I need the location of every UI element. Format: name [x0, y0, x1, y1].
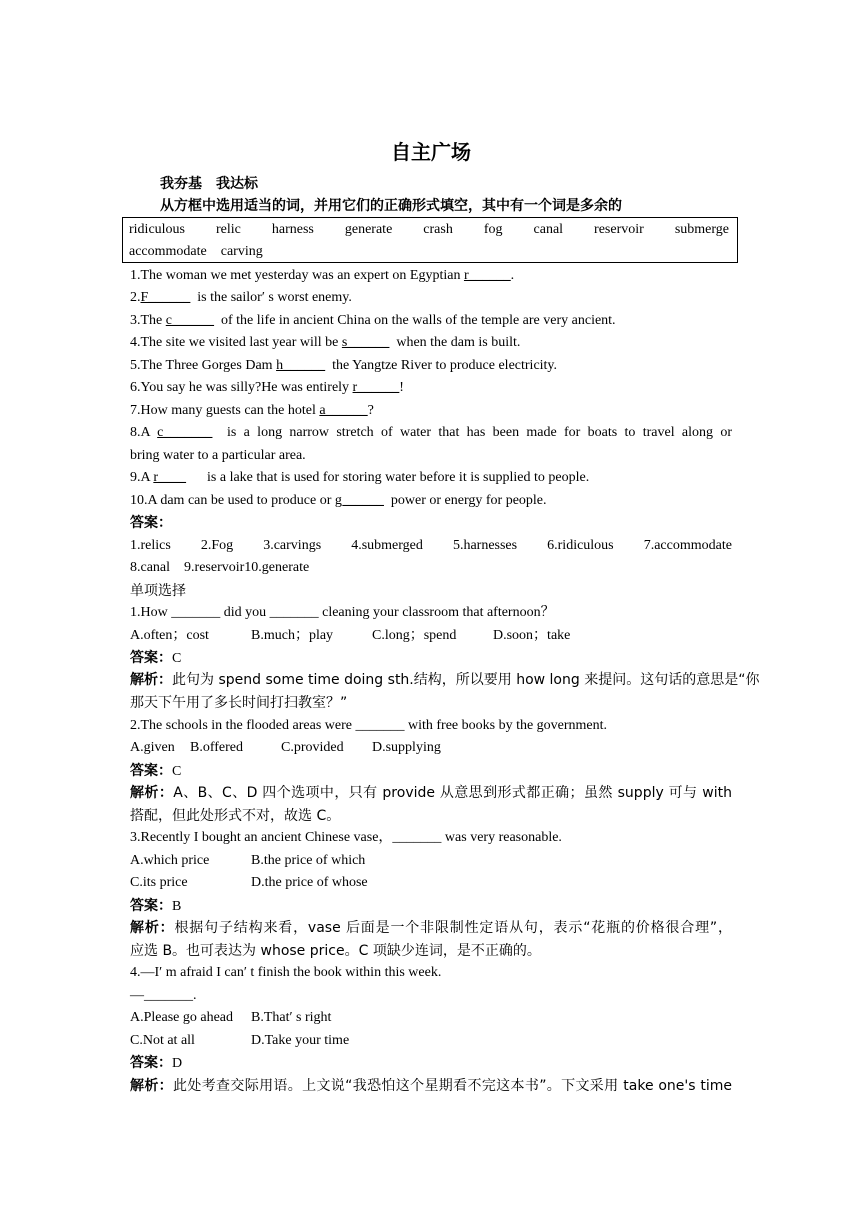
answer-item: 6.ridiculous — [547, 538, 614, 553]
option: B.That′ s right — [251, 1010, 332, 1025]
question-1-answer: 答案：C — [130, 650, 182, 666]
option: C.Not at all — [130, 1033, 195, 1048]
word-item: crash — [423, 222, 453, 237]
question-4-answer: 答案：D — [130, 1055, 183, 1071]
instruction-heading: 从方框中选用适当的词，并用它们的正确形式填空，其中有一个词是多余的 — [160, 198, 622, 214]
answers-row — [130, 536, 732, 556]
question-2-analysis-cont: 搭配，但此处形式不对，故选 C。 — [130, 808, 341, 824]
word-item: submerge — [674, 222, 729, 237]
option: C.long；spend — [372, 628, 457, 643]
question-1: 1.How _______ did you _______ cleaning your classroom that afternoon？ — [130, 605, 555, 620]
fill-item: 4.The site we visited last year will be s______ when the dam is built. — [130, 335, 521, 350]
option: B.much；play — [251, 628, 334, 643]
word-item: ridiculous — [129, 222, 185, 237]
answer-item: 4.submerged — [351, 538, 423, 553]
fill-item: 8.A c_______ is a long narrow stretch of water that has been made for boats to travel along or — [130, 425, 732, 440]
question-4-analysis: 解析：此处考查交际用语。上文说“我恐怕这个星期看不完这本书”。下文采用 take one's time — [130, 1078, 732, 1094]
fill-item: 2.F______ is the sailor′ s worst enemy. — [130, 290, 352, 305]
word-item: reservoir — [594, 222, 644, 237]
word-item: carving — [220, 244, 263, 259]
option: C.its price — [130, 875, 188, 890]
word-item: accommodate — [129, 244, 207, 259]
question-3-answer: 答案：B — [130, 898, 182, 914]
section-heading-choice: 单项选择 — [130, 583, 186, 599]
question-3: 3.Recently I bought an ancient Chinese vase，_______ was very reasonable. — [130, 830, 562, 845]
question-4-options-row2 — [130, 1031, 349, 1051]
fill-item: 3.The c______ of the life in ancient China on the walls of the temple are very ancient. — [130, 313, 616, 328]
word-item: generate — [344, 222, 393, 237]
question-3-analysis-cont: 应选 B。也可表达为 whose price。C 项缺少连词，是不正确的。 — [130, 943, 541, 959]
question-3-options-row2 — [130, 873, 368, 893]
word-item: fog — [483, 222, 503, 237]
question-2: 2.The schools in the flooded areas were _______ with free books by the government. — [130, 718, 608, 733]
fill-item: 9.A r____ is a lake that is used for storing water before it is supplied to people. — [130, 470, 590, 485]
question-2-analysis: 解析：A、B、C、D 四个选项中，只有 provide 从意思到形式都正确；虽然 supply 可与 with — [130, 785, 732, 801]
word-item: harness — [271, 222, 314, 237]
section-heading: 我夯基 我达标 — [160, 176, 258, 192]
fill-item: 5.The Three Gorges Dam h______ the Yangtze River to produce electricity. — [130, 358, 558, 373]
word-item: relic — [216, 222, 241, 237]
answer-label: 答案： — [130, 515, 172, 531]
question-1-options — [130, 626, 570, 646]
answers-row-2: 8.canal 9.reservoir10.generate — [130, 560, 310, 575]
option: B.the price of which — [251, 853, 366, 868]
question-3-analysis: 解析：根据句子结构来看，vase 后面是一个非限制性定语从句，表示“花瓶的价格很合理”， — [130, 920, 732, 936]
option: A.Please go ahead — [130, 1010, 234, 1025]
word-box — [122, 217, 738, 263]
question-4-reply: —_______. — [130, 988, 197, 1003]
option: A.which price — [130, 853, 210, 868]
option: D.the price of whose — [251, 875, 368, 890]
word-item: canal — [533, 222, 564, 237]
fill-item: 7.How many guests can the hotel a______? — [130, 403, 374, 418]
question-2-options — [130, 738, 441, 758]
question-4: 4.—I′ m afraid I can′ t finish the book within this week. — [130, 965, 442, 980]
option: A.often；cost — [130, 628, 209, 643]
option: A.given — [130, 740, 175, 755]
fill-item: 1.The woman we met yesterday was an expert on Egyptian r______. — [130, 268, 515, 283]
answer-item: 1.relics — [130, 538, 171, 553]
answer-item: 7.accommodate — [643, 538, 732, 553]
option: D.Take your time — [251, 1033, 350, 1048]
question-3-options — [130, 851, 365, 871]
question-1-analysis: 解析：此句为 spend some time doing sth.结构，所以要用 how long 来提问。这句话的意思是“你 — [130, 672, 760, 688]
question-2-answer: 答案：C — [130, 763, 182, 779]
answer-item: 5.harnesses — [452, 538, 518, 553]
option: D.soon；take — [493, 628, 571, 643]
word-box-row-2 — [129, 242, 263, 262]
fill-item-continued: bring water to a particular area. — [130, 448, 306, 463]
option: D.supplying — [372, 740, 441, 755]
page-title: 自主广场 — [391, 140, 471, 164]
question-1-analysis-cont: 那天下午用了多长时间打扫教室？” — [130, 695, 348, 711]
option: B.offered — [190, 740, 243, 755]
fill-item: 10.A dam can be used to produce or g______ power or energy for people. — [130, 493, 547, 508]
option: C.provided — [281, 740, 344, 755]
question-4-options — [130, 1008, 331, 1028]
answer-item: 3.carvings — [263, 538, 322, 553]
answer-item: 2.Fog — [200, 538, 234, 553]
fill-item: 6.You say he was silly?He was entirely r______! — [130, 380, 404, 395]
word-box-row-1 — [129, 220, 729, 240]
